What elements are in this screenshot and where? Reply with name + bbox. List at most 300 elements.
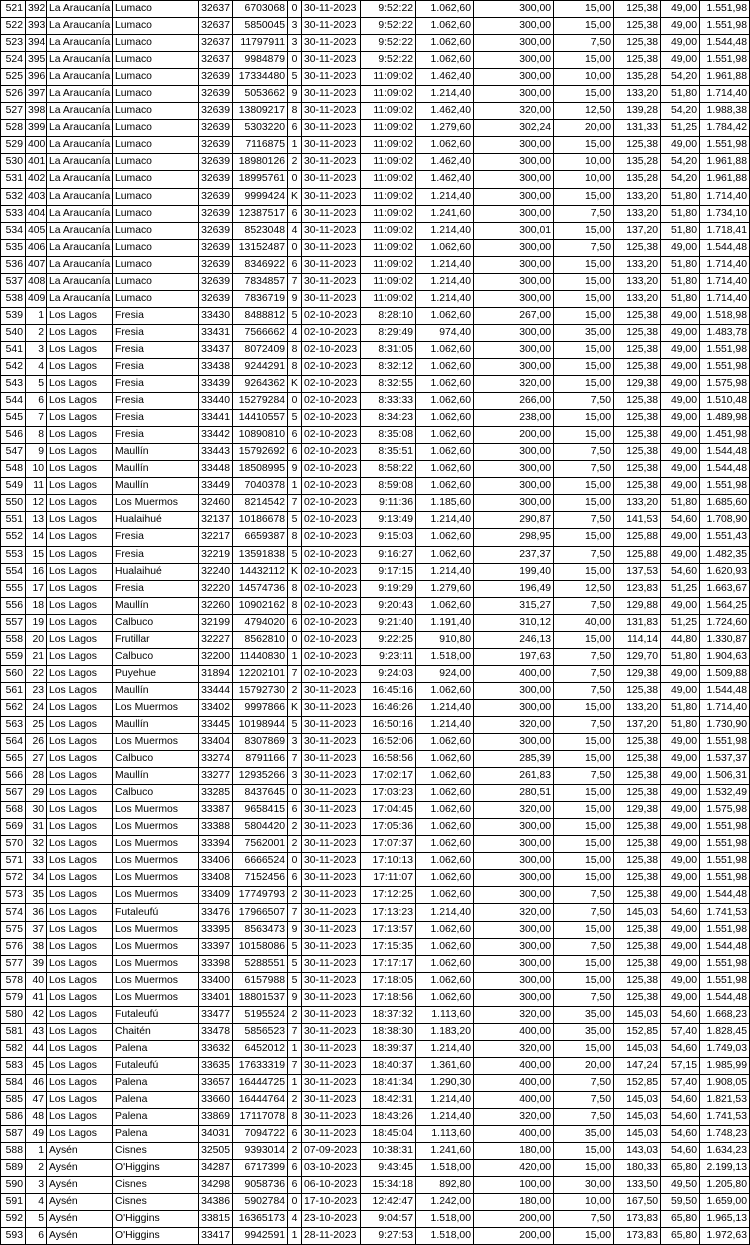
- table-row: [1, 614, 750, 631]
- table-row: [1, 376, 750, 393]
- cell-amount-base: 1.062,60: [416, 768, 474, 785]
- cell-amount-base: 1.214,40: [416, 188, 474, 205]
- cell-region: Los Lagos: [47, 1023, 113, 1040]
- cell-code: 34386: [199, 1194, 233, 1211]
- cell-code: 33476: [199, 904, 233, 921]
- cell-date: 30-11-2023: [302, 1057, 361, 1074]
- cell-amount-other: 51,80: [661, 188, 700, 205]
- cell-date: 02-10-2023: [302, 427, 361, 444]
- cell-amount-tax: 143,03: [614, 1143, 661, 1160]
- cell-amount-other: 54,20: [661, 171, 700, 188]
- cell-rut: 9244291: [233, 358, 288, 375]
- cell-rut: 6666524: [233, 853, 288, 870]
- cell-time: 11:09:02: [361, 256, 416, 273]
- cell-total: 1.551,98: [700, 18, 750, 35]
- cell-rut: 14574736: [233, 580, 288, 597]
- cell-amount-extra: 400,00: [474, 1057, 554, 1074]
- cell-amount-tax: 141,53: [614, 512, 661, 529]
- cell-code: 33478: [199, 1023, 233, 1040]
- cell-code: 32637: [199, 1, 233, 18]
- cell-row-index: 547: [1, 444, 26, 461]
- cell-amount-tax: 137,20: [614, 222, 661, 239]
- cell-time: 17:11:07: [361, 870, 416, 887]
- cell-commune: Fresia: [113, 341, 199, 358]
- cell-amount-base: 1.062,60: [416, 972, 474, 989]
- cell-commune: Hualaihué: [113, 563, 199, 580]
- cell-amount-base: 1.290,30: [416, 1074, 474, 1091]
- cell-row-index: 590: [1, 1177, 26, 1194]
- cell-amount-base: 1.062,60: [416, 393, 474, 410]
- table-row: [1, 1074, 750, 1091]
- cell-region: Los Lagos: [47, 682, 113, 699]
- cell-rut: 12202101: [233, 665, 288, 682]
- cell-time: 18:37:32: [361, 1006, 416, 1023]
- cell-amount-extra: 237,37: [474, 546, 554, 563]
- cell-time: 15:34:18: [361, 1177, 416, 1194]
- cell-region-seq: 27: [26, 751, 47, 768]
- table-row: [1, 529, 750, 546]
- cell-amount-fee: 15,00: [554, 273, 614, 290]
- cell-amount-base: 1.062,60: [416, 836, 474, 853]
- cell-rut-dv: 6: [288, 1160, 302, 1177]
- cell-region-seq: 398: [26, 103, 47, 120]
- cell-rut-dv: 1: [288, 1040, 302, 1057]
- cell-rut-dv: 5: [288, 410, 302, 427]
- cell-region: La Araucanía: [47, 290, 113, 307]
- cell-amount-tax: 125,38: [614, 324, 661, 341]
- cell-amount-fee: 15,00: [554, 188, 614, 205]
- cell-rut-dv: 8: [288, 597, 302, 614]
- cell-code: 32639: [199, 120, 233, 137]
- table-row: [1, 512, 750, 529]
- cell-amount-other: 49,00: [661, 853, 700, 870]
- cell-code: 33401: [199, 989, 233, 1006]
- table-row: [1, 290, 750, 307]
- table-row: [1, 597, 750, 614]
- cell-rut-dv: 0: [288, 1194, 302, 1211]
- table-row: [1, 1228, 750, 1245]
- cell-commune: Los Muermos: [113, 921, 199, 938]
- cell-row-index: 558: [1, 631, 26, 648]
- cell-amount-base: 1.062,60: [416, 597, 474, 614]
- cell-rut-dv: 8: [288, 341, 302, 358]
- cell-amount-fee: 15,00: [554, 734, 614, 751]
- cell-commune: Los Muermos: [113, 887, 199, 904]
- cell-rut: 14410557: [233, 410, 288, 427]
- cell-rut: 13152487: [233, 239, 288, 256]
- cell-amount-other: 49,00: [661, 921, 700, 938]
- cell-row-index: 525: [1, 69, 26, 86]
- cell-row-index: 552: [1, 529, 26, 546]
- cell-time: 17:18:05: [361, 972, 416, 989]
- cell-amount-base: 1.214,40: [416, 86, 474, 103]
- cell-total: 1.659,00: [700, 1194, 750, 1211]
- cell-amount-fee: 7,50: [554, 1074, 614, 1091]
- cell-region-seq: 9: [26, 444, 47, 461]
- cell-rut-dv: 9: [288, 989, 302, 1006]
- cell-code: 32639: [199, 69, 233, 86]
- cell-amount-fee: 15,00: [554, 921, 614, 938]
- cell-amount-extra: 320,00: [474, 103, 554, 120]
- cell-rut-dv: 4: [288, 324, 302, 341]
- cell-date: 30-11-2023: [302, 1040, 361, 1057]
- cell-row-index: 538: [1, 290, 26, 307]
- cell-date: 30-11-2023: [302, 1023, 361, 1040]
- cell-amount-tax: 125,38: [614, 853, 661, 870]
- cell-code: 33815: [199, 1211, 233, 1228]
- cell-time: 8:34:23: [361, 410, 416, 427]
- cell-code: 32639: [199, 290, 233, 307]
- cell-region: Los Lagos: [47, 648, 113, 665]
- cell-code: 33400: [199, 972, 233, 989]
- cell-amount-extra: 199,40: [474, 563, 554, 580]
- cell-date: 17-10-2023: [302, 1194, 361, 1211]
- cell-commune: Futaleufú: [113, 904, 199, 921]
- cell-region: Los Lagos: [47, 665, 113, 682]
- table-row: [1, 802, 750, 819]
- cell-amount-base: 924,00: [416, 665, 474, 682]
- cell-amount-other: 49,00: [661, 52, 700, 69]
- cell-region: Los Lagos: [47, 597, 113, 614]
- cell-time: 11:09:02: [361, 188, 416, 205]
- cell-code: 32639: [199, 239, 233, 256]
- cell-amount-extra: 320,00: [474, 904, 554, 921]
- cell-amount-fee: 15,00: [554, 751, 614, 768]
- cell-rut: 9997866: [233, 699, 288, 716]
- cell-row-index: 574: [1, 904, 26, 921]
- table-row: [1, 716, 750, 733]
- cell-amount-other: 54,60: [661, 1006, 700, 1023]
- table-row: [1, 239, 750, 256]
- cell-amount-extra: 300,00: [474, 938, 554, 955]
- table-row: [1, 256, 750, 273]
- cell-rut: 6659387: [233, 529, 288, 546]
- cell-amount-tax: 125,38: [614, 751, 661, 768]
- cell-region: Los Lagos: [47, 1040, 113, 1057]
- cell-date: 02-10-2023: [302, 529, 361, 546]
- cell-amount-base: 1.062,60: [416, 444, 474, 461]
- cell-time: 17:02:17: [361, 768, 416, 785]
- cell-region-seq: 409: [26, 290, 47, 307]
- cell-region: Los Lagos: [47, 734, 113, 751]
- cell-date: 02-10-2023: [302, 410, 361, 427]
- cell-commune: Los Muermos: [113, 699, 199, 716]
- cell-region-seq: 5: [26, 376, 47, 393]
- cell-row-index: 543: [1, 376, 26, 393]
- cell-region: Los Lagos: [47, 324, 113, 341]
- cell-date: 30-11-2023: [302, 785, 361, 802]
- cell-region-seq: 397: [26, 86, 47, 103]
- cell-region: Los Lagos: [47, 1092, 113, 1109]
- cell-code: 33430: [199, 307, 233, 324]
- cell-amount-other: 49,00: [661, 955, 700, 972]
- cell-commune: Fresia: [113, 546, 199, 563]
- table-row: [1, 904, 750, 921]
- cell-amount-tax: 125,38: [614, 239, 661, 256]
- cell-amount-base: 1.518,00: [416, 648, 474, 665]
- cell-amount-fee: 35,00: [554, 1023, 614, 1040]
- cell-region: Los Lagos: [47, 614, 113, 631]
- cell-row-index: 545: [1, 410, 26, 427]
- cell-amount-base: 1.062,60: [416, 35, 474, 52]
- cell-total: 1.965,13: [700, 1211, 750, 1228]
- cell-commune: Maullín: [113, 478, 199, 495]
- cell-amount-base: 1.062,60: [416, 819, 474, 836]
- cell-amount-tax: 145,03: [614, 1040, 661, 1057]
- table-row: [1, 1006, 750, 1023]
- cell-commune: Lumaco: [113, 154, 199, 171]
- cell-region-seq: 399: [26, 120, 47, 137]
- cell-code: 33274: [199, 751, 233, 768]
- cell-amount-tax: 125,38: [614, 682, 661, 699]
- table-row: [1, 1177, 750, 1194]
- cell-amount-other: 54,20: [661, 103, 700, 120]
- cell-rut: 18980126: [233, 154, 288, 171]
- table-row: [1, 1143, 750, 1160]
- cell-amount-fee: 15,00: [554, 1, 614, 18]
- cell-region: La Araucanía: [47, 205, 113, 222]
- cell-row-index: 541: [1, 341, 26, 358]
- cell-amount-extra: 246,13: [474, 631, 554, 648]
- cell-time: 9:21:40: [361, 614, 416, 631]
- cell-amount-fee: 7,50: [554, 887, 614, 904]
- cell-rut: 6703068: [233, 1, 288, 18]
- cell-date: 30-11-2023: [302, 1109, 361, 1126]
- cell-region: La Araucanía: [47, 222, 113, 239]
- cell-rut-dv: 0: [288, 1, 302, 18]
- cell-amount-other: 54,60: [661, 1040, 700, 1057]
- cell-amount-extra: 302,24: [474, 120, 554, 137]
- cell-rut: 12387517: [233, 205, 288, 222]
- cell-code: 33402: [199, 699, 233, 716]
- cell-commune: Los Muermos: [113, 819, 199, 836]
- cell-commune: Lumaco: [113, 239, 199, 256]
- cell-amount-tax: 125,38: [614, 393, 661, 410]
- cell-amount-extra: 300,00: [474, 341, 554, 358]
- cell-amount-extra: 290,87: [474, 512, 554, 529]
- cell-rut-dv: 6: [288, 427, 302, 444]
- cell-row-index: 539: [1, 307, 26, 324]
- cell-date: 30-11-2023: [302, 699, 361, 716]
- cell-amount-other: 49,00: [661, 410, 700, 427]
- table-row: [1, 546, 750, 563]
- cell-amount-other: 49,00: [661, 341, 700, 358]
- cell-amount-fee: 15,00: [554, 290, 614, 307]
- cell-amount-base: 1.062,60: [416, 785, 474, 802]
- cell-row-index: 550: [1, 495, 26, 512]
- cell-amount-extra: 300,00: [474, 273, 554, 290]
- cell-date: 30-11-2023: [302, 955, 361, 972]
- cell-region: Los Lagos: [47, 631, 113, 648]
- cell-amount-other: 51,80: [661, 716, 700, 733]
- cell-region: La Araucanía: [47, 120, 113, 137]
- cell-date: 30-11-2023: [302, 256, 361, 273]
- cell-amount-tax: 125,38: [614, 785, 661, 802]
- cell-rut: 9999424: [233, 188, 288, 205]
- cell-commune: Fresia: [113, 580, 199, 597]
- cell-row-index: 591: [1, 1194, 26, 1211]
- cell-region-seq: 1: [26, 1143, 47, 1160]
- cell-commune: Fresia: [113, 358, 199, 375]
- cell-rut-dv: 7: [288, 1057, 302, 1074]
- cell-amount-extra: 320,00: [474, 376, 554, 393]
- cell-amount-extra: 300,00: [474, 35, 554, 52]
- cell-commune: Lumaco: [113, 290, 199, 307]
- cell-row-index: 572: [1, 870, 26, 887]
- cell-row-index: 563: [1, 716, 26, 733]
- cell-rut: 15279284: [233, 393, 288, 410]
- table-row: [1, 1109, 750, 1126]
- cell-amount-other: 49,00: [661, 887, 700, 904]
- cell-date: 30-11-2023: [302, 222, 361, 239]
- cell-region-seq: 395: [26, 52, 47, 69]
- cell-region: La Araucanía: [47, 35, 113, 52]
- cell-total: 2.199,13: [700, 1160, 750, 1177]
- cell-date: 30-11-2023: [302, 188, 361, 205]
- cell-commune: Fresia: [113, 376, 199, 393]
- cell-amount-extra: 300,00: [474, 989, 554, 1006]
- cell-rut: 7116875: [233, 137, 288, 154]
- cell-region: La Araucanía: [47, 69, 113, 86]
- cell-amount-other: 49,00: [661, 751, 700, 768]
- cell-amount-other: 51,80: [661, 222, 700, 239]
- cell-region: La Araucanía: [47, 18, 113, 35]
- cell-code: 34298: [199, 1177, 233, 1194]
- cell-total: 1.985,99: [700, 1057, 750, 1074]
- cell-total: 1.489,98: [700, 410, 750, 427]
- cell-time: 11:09:02: [361, 154, 416, 171]
- cell-commune: Los Muermos: [113, 836, 199, 853]
- table-row: [1, 785, 750, 802]
- cell-row-index: 527: [1, 103, 26, 120]
- cell-rut: 7094722: [233, 1126, 288, 1143]
- cell-amount-fee: 15,00: [554, 341, 614, 358]
- table-row: [1, 921, 750, 938]
- table-row: [1, 393, 750, 410]
- cell-amount-other: 49,00: [661, 870, 700, 887]
- cell-amount-tax: 125,38: [614, 938, 661, 955]
- cell-amount-fee: 15,00: [554, 1143, 614, 1160]
- cell-time: 17:04:45: [361, 802, 416, 819]
- cell-amount-fee: 15,00: [554, 563, 614, 580]
- cell-region: Aysén: [47, 1143, 113, 1160]
- cell-amount-base: 1.062,60: [416, 938, 474, 955]
- cell-region: Los Lagos: [47, 1074, 113, 1091]
- table-row: [1, 955, 750, 972]
- cell-rut: 8214542: [233, 495, 288, 512]
- cell-time: 11:09:02: [361, 137, 416, 154]
- cell-code: 32639: [199, 256, 233, 273]
- cell-amount-fee: 15,00: [554, 307, 614, 324]
- table-row: [1, 734, 750, 751]
- cell-row-index: 532: [1, 188, 26, 205]
- cell-time: 8:31:05: [361, 341, 416, 358]
- cell-commune: Los Muermos: [113, 989, 199, 1006]
- cell-amount-other: 49,00: [661, 734, 700, 751]
- cell-amount-tax: 147,24: [614, 1057, 661, 1074]
- cell-date: 30-11-2023: [302, 836, 361, 853]
- cell-date: 02-10-2023: [302, 495, 361, 512]
- cell-region-seq: 3: [26, 1177, 47, 1194]
- cell-date: 30-11-2023: [302, 290, 361, 307]
- cell-time: 11:09:02: [361, 205, 416, 222]
- table-row: [1, 1040, 750, 1057]
- cell-time: 11:09:02: [361, 86, 416, 103]
- cell-date: 30-11-2023: [302, 1074, 361, 1091]
- cell-commune: Fresia: [113, 393, 199, 410]
- cell-commune: Lumaco: [113, 120, 199, 137]
- cell-region-seq: 407: [26, 256, 47, 273]
- cell-total: 1.544,48: [700, 461, 750, 478]
- cell-total: 1.724,60: [700, 614, 750, 631]
- cell-region-seq: 49: [26, 1126, 47, 1143]
- cell-rut-dv: 5: [288, 955, 302, 972]
- cell-rut-dv: 1: [288, 1228, 302, 1245]
- cell-amount-tax: 135,28: [614, 154, 661, 171]
- cell-amount-tax: 125,38: [614, 427, 661, 444]
- cell-date: 30-11-2023: [302, 171, 361, 188]
- cell-time: 16:46:26: [361, 699, 416, 716]
- table-row: [1, 1, 750, 18]
- cell-amount-extra: 320,00: [474, 1040, 554, 1057]
- cell-region-seq: 16: [26, 563, 47, 580]
- cell-time: 11:09:02: [361, 120, 416, 137]
- cell-total: 1.904,63: [700, 648, 750, 665]
- cell-commune: Puyehue: [113, 665, 199, 682]
- cell-region: La Araucanía: [47, 154, 113, 171]
- cell-total: 1.708,90: [700, 512, 750, 529]
- cell-rut: 5288551: [233, 955, 288, 972]
- cell-amount-base: 1.062,60: [416, 955, 474, 972]
- cell-date: 30-11-2023: [302, 887, 361, 904]
- cell-region-seq: 24: [26, 699, 47, 716]
- cell-row-index: 579: [1, 989, 26, 1006]
- cell-amount-tax: 173,83: [614, 1211, 661, 1228]
- cell-amount-other: 44,80: [661, 631, 700, 648]
- cell-total: 1.749,03: [700, 1040, 750, 1057]
- cell-amount-other: 49,00: [661, 768, 700, 785]
- cell-amount-tax: 125,38: [614, 444, 661, 461]
- cell-code: 34287: [199, 1160, 233, 1177]
- cell-region-seq: 18: [26, 597, 47, 614]
- cell-rut: 8563473: [233, 921, 288, 938]
- cell-rut-dv: 7: [288, 904, 302, 921]
- cell-commune: Maullín: [113, 597, 199, 614]
- cell-region: La Araucanía: [47, 188, 113, 205]
- cell-amount-extra: 300,00: [474, 495, 554, 512]
- cell-rut: 15792692: [233, 444, 288, 461]
- table-row: [1, 341, 750, 358]
- cell-amount-base: 1.062,60: [416, 546, 474, 563]
- table-row: [1, 69, 750, 86]
- cell-rut: 7566662: [233, 324, 288, 341]
- cell-region-seq: 15: [26, 546, 47, 563]
- cell-region-seq: 2: [26, 1160, 47, 1177]
- cell-amount-base: 1.279,60: [416, 580, 474, 597]
- cell-amount-other: 51,80: [661, 699, 700, 716]
- cell-date: 30-11-2023: [302, 103, 361, 120]
- cell-amount-fee: 15,00: [554, 955, 614, 972]
- table-row: [1, 478, 750, 495]
- table-row: [1, 427, 750, 444]
- cell-code: 33439: [199, 376, 233, 393]
- cell-amount-fee: 15,00: [554, 358, 614, 375]
- cell-region: Los Lagos: [47, 529, 113, 546]
- cell-commune: Futaleufú: [113, 1006, 199, 1023]
- cell-total: 1.634,23: [700, 1143, 750, 1160]
- cell-amount-tax: 135,28: [614, 171, 661, 188]
- cell-rut: 9942591: [233, 1228, 288, 1245]
